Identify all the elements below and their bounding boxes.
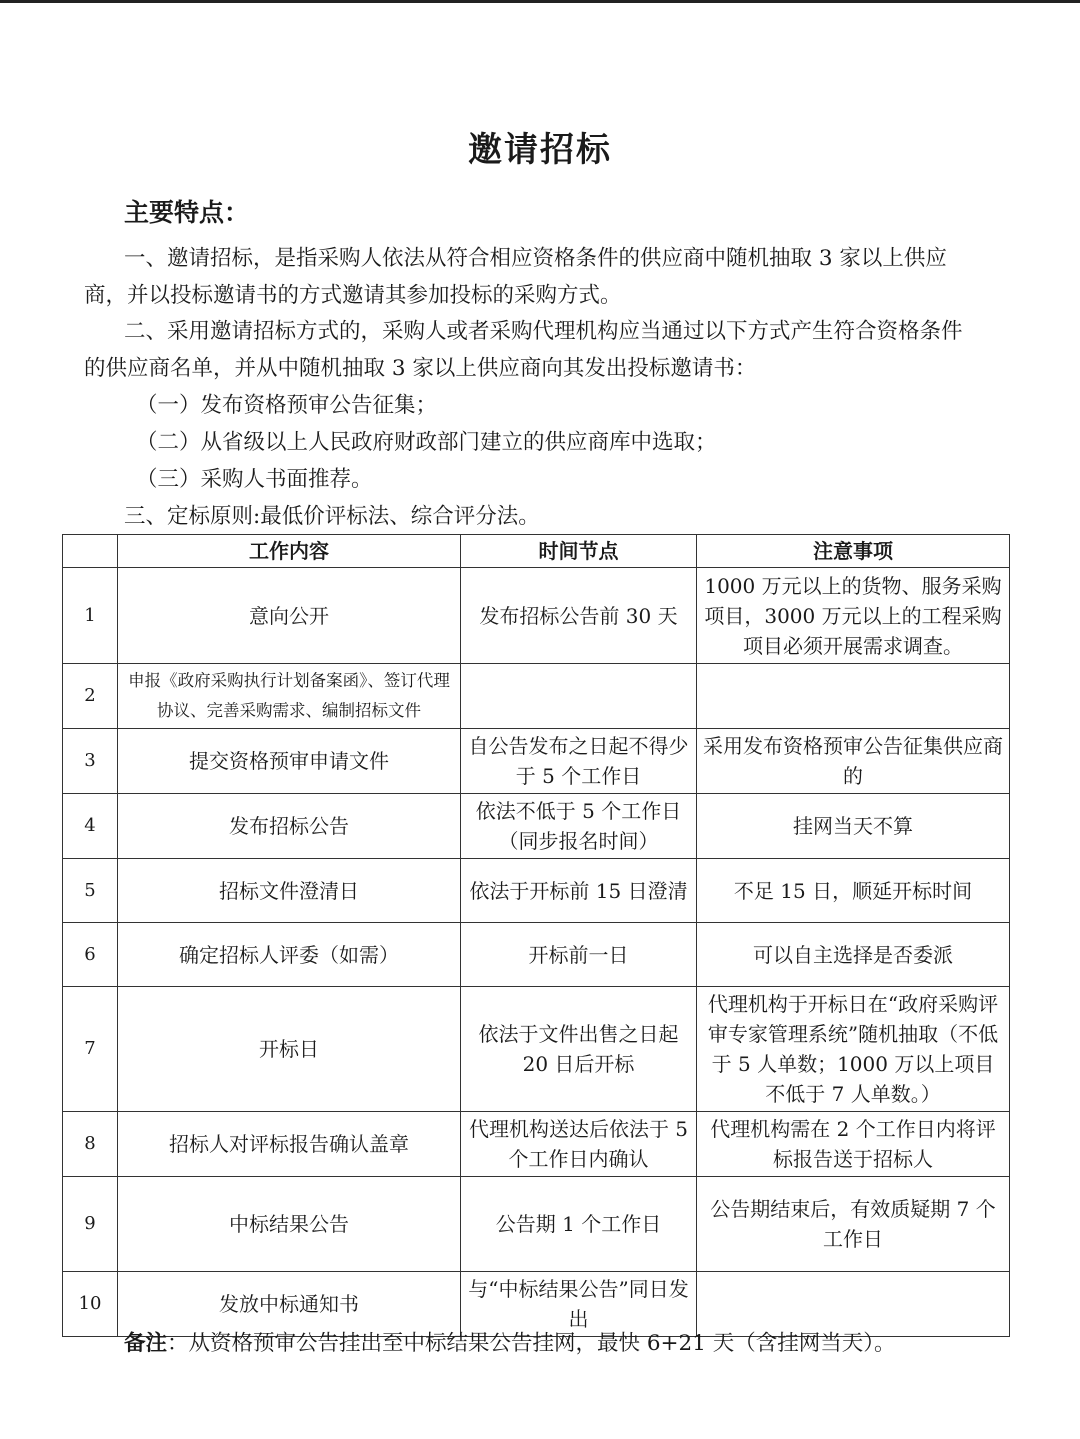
time-cell: 开标前一日 (461, 923, 697, 987)
remark-label: 备注 (124, 1331, 168, 1356)
remark-text: ：从资格预审公告挂出至中标结果公告挂网，最快 6+21 天（含挂网当天）。 (167, 1331, 896, 1356)
table-row (63, 664, 1010, 729)
row-number: 9 (63, 1177, 118, 1272)
row-number: 4 (63, 794, 118, 859)
time-cell: 自公告发布之日起不得少于 5 个工作日 (461, 729, 697, 794)
note-cell: 挂网当天不算 (697, 794, 1010, 859)
time-cell: 与“中标结果公告”同日发出 (461, 1272, 697, 1337)
note-cell: 代理机构于开标日在“政府采购评审专家管理系统”随机抽取（不低于 5 人单数；1000 万以上项目不低于 7 人单数。） (697, 987, 1010, 1112)
top-border-line (0, 0, 1080, 3)
row-number: 7 (63, 987, 118, 1112)
paragraph-1-text: 一、邀请招标，是指采购人依法从符合相应资格条件的供应商中随机抽取 3 家以上供应商，并以投标邀请书的方式邀请其参加投标的采购方式。 (84, 246, 947, 308)
row-number: 2 (63, 664, 118, 729)
note-cell (697, 1272, 1010, 1337)
row-number: 10 (63, 1272, 118, 1337)
table-header-row (63, 535, 1010, 568)
table-row (63, 568, 1010, 664)
time-cell: 公告期 1 个工作日 (461, 1177, 697, 1272)
row-number: 6 (63, 923, 118, 987)
section-heading: 主要特点： (124, 198, 250, 227)
time-cell: 代理机构送达后依法于 5 个工作日内确认 (461, 1112, 697, 1177)
row-number: 1 (63, 568, 118, 664)
note-cell: 可以自主选择是否委派 (697, 923, 1010, 987)
list-item: （三）采购人书面推荐。 (136, 467, 373, 492)
table-row (63, 794, 1010, 859)
row-number: 8 (63, 1112, 118, 1177)
header-cell-work: 工作内容 (118, 535, 461, 568)
work-cell: 招标文件澄清日 (118, 859, 461, 923)
header-cell-num (63, 535, 118, 568)
work-cell: 提交资格预审申请文件 (118, 729, 461, 794)
table-row (63, 729, 1010, 794)
work-cell: 招标人对评标报告确认盖章 (118, 1112, 461, 1177)
paragraph-3: 三、定标原则:最低价评标法、综合评分法。 (124, 504, 540, 529)
table-row (63, 923, 1010, 987)
document-title: 邀请招标 (468, 130, 612, 170)
row-number: 5 (63, 859, 118, 923)
work-cell: 中标结果公告 (118, 1177, 461, 1272)
work-cell: 发布招标公告 (118, 794, 461, 859)
table-row (63, 1177, 1010, 1272)
list-item: （一）发布资格预审公告征集； (136, 393, 438, 418)
work-cell: 申报《政府采购执行计划备案函》、签订代理协议、完善采购需求、编制招标文件 (118, 664, 461, 729)
work-cell: 发放中标通知书 (118, 1272, 461, 1337)
paragraph-2 (84, 313, 964, 387)
work-cell: 意向公开 (118, 568, 461, 664)
footnote-remark (124, 1329, 896, 1359)
note-cell: 采用发布资格预审公告征集供应商的 (697, 729, 1010, 794)
note-cell: 不足 15 日，顺延开标时间 (697, 859, 1010, 923)
header-cell-time: 时间节点 (461, 535, 697, 568)
row-number: 3 (63, 729, 118, 794)
note-cell: 公告期结束后，有效质疑期 7 个工作日 (697, 1177, 1010, 1272)
note-cell (697, 664, 1010, 729)
paragraph-2-text: 二、采用邀请招标方式的，采购人或者采购代理机构应当通过以下方式产生符合资格条件的供应商名单，并从中随机抽取 3 家以上供应商向其发出投标邀请书： (84, 319, 963, 381)
table-row (63, 987, 1010, 1112)
header-cell-note: 注意事项 (697, 535, 1010, 568)
list-item: （二）从省级以上人民政府财政部门建立的供应商库中选取； (136, 430, 717, 455)
table-row (63, 859, 1010, 923)
work-cell: 确定招标人评委（如需） (118, 923, 461, 987)
table-row (63, 1272, 1010, 1337)
work-cell: 开标日 (118, 987, 461, 1112)
time-cell (461, 664, 697, 729)
time-cell: 发布招标公告前 30 天 (461, 568, 697, 664)
schedule-table (62, 534, 1010, 1337)
table-row (63, 1112, 1010, 1177)
note-cell: 代理机构需在 2 个工作日内将评标报告送于招标人 (697, 1112, 1010, 1177)
time-cell: 依法于开标前 15 日澄清 (461, 859, 697, 923)
time-cell: 依法于文件出售之日起 20 日后开标 (461, 987, 697, 1112)
paragraph-1 (84, 240, 964, 314)
note-cell: 1000 万元以上的货物、服务采购项目，3000 万元以上的工程采购项目必须开展需求调查。 (697, 568, 1010, 664)
time-cell: 依法不低于 5 个工作日（同步报名时间） (461, 794, 697, 859)
